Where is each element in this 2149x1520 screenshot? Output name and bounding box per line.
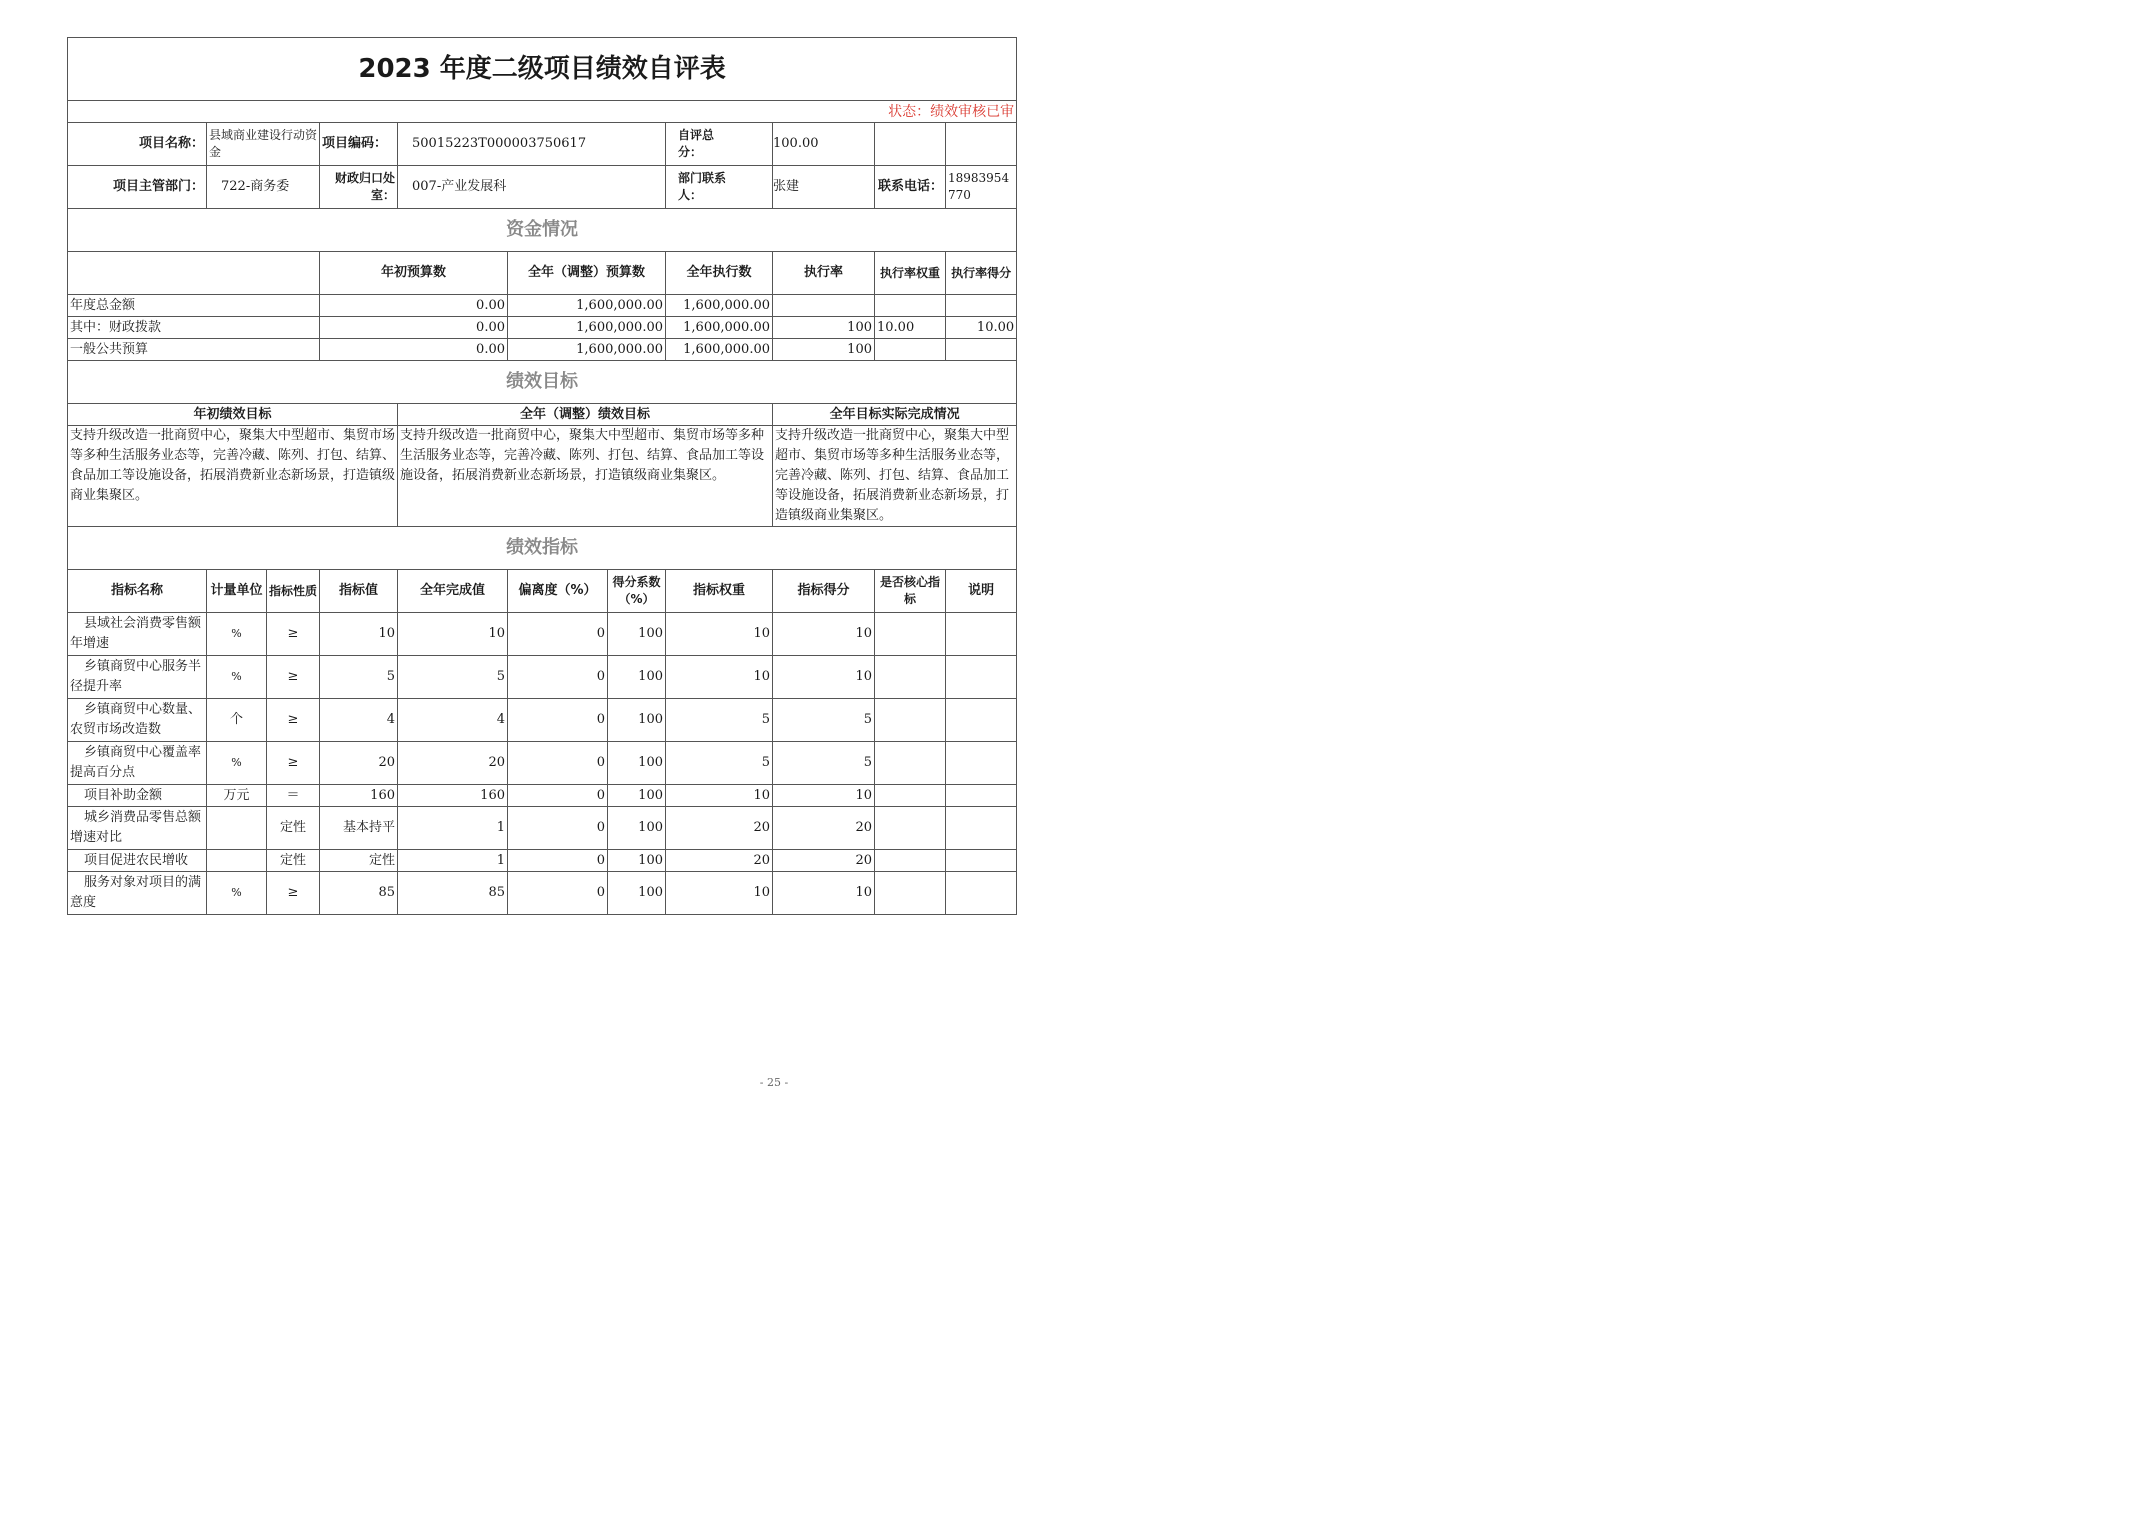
ind-row-unit: %: [207, 872, 267, 915]
ind-row-target: 定性: [320, 850, 398, 872]
ind-row-name: 城乡消费品零售总额增速对比: [68, 807, 207, 850]
ind-row-score: 5: [773, 699, 875, 742]
ind-row-target: 10: [320, 613, 398, 656]
ind-row-nature: ≥: [267, 872, 320, 915]
ind-row-score: 10: [773, 613, 875, 656]
ind-row-name: 乡镇商贸中心覆盖率提高百分点: [68, 742, 207, 785]
funds-section-title: 资金情况: [68, 209, 1017, 252]
funds-row-executed: 1,600,000.00: [666, 339, 773, 361]
ind-row-nature: ≥: [267, 699, 320, 742]
ind-row-core: [875, 699, 946, 742]
finance-value: 007-产业发展科: [398, 166, 666, 209]
indicator-row: [68, 699, 1017, 742]
project-code-label: 项目编码：: [320, 123, 398, 166]
indicator-row: [68, 613, 1017, 656]
ind-row-score: 5: [773, 742, 875, 785]
ind-row-score: 10: [773, 656, 875, 699]
ind-row-actual: 4: [398, 699, 508, 742]
funds-header-score: 执行率得分: [946, 252, 1017, 295]
ind-row-note: [946, 742, 1017, 785]
ind-row-coef: 100: [608, 699, 666, 742]
funds-row-initial: 0.00: [320, 317, 508, 339]
ind-row-coef: 100: [608, 742, 666, 785]
ind-row-core: [875, 742, 946, 785]
contact-label: 部门联系人：: [666, 166, 773, 209]
funds-row-executed: 1,600,000.00: [666, 317, 773, 339]
ind-row-note: [946, 807, 1017, 850]
indicator-row: [68, 742, 1017, 785]
ind-row-score: 10: [773, 872, 875, 915]
ind-row-deviation: 0: [508, 785, 608, 807]
ind-row-coef: 100: [608, 613, 666, 656]
ind-row-core: [875, 656, 946, 699]
ind-row-coef: 100: [608, 656, 666, 699]
goals-initial-text: 支持升级改造一批商贸中心，聚集大中型超市、集贸市场等多种生活服务业态等，完善冷藏、陈列、打包、结算、食品加工等设施设备，拓展消费新业态新场景，打造镇级商业集聚区。: [68, 426, 398, 527]
ind-row-actual: 1: [398, 807, 508, 850]
ind-row-note: [946, 850, 1017, 872]
project-code-value: 50015223T000003750617: [398, 123, 666, 166]
funds-header-weight: 执行率权重: [875, 252, 946, 295]
indicators-body: [68, 613, 1017, 915]
ind-header-target: 指标值: [320, 570, 398, 613]
ind-header-actual: 全年完成值: [398, 570, 508, 613]
ind-row-unit: %: [207, 742, 267, 785]
ind-header-score: 指标得分: [773, 570, 875, 613]
ind-header-deviation: 偏离度（%）: [508, 570, 608, 613]
ind-row-unit: %: [207, 613, 267, 656]
ind-row-name: 项目促进农民增收: [68, 850, 207, 872]
finance-label: 财政归口处室：: [320, 166, 398, 209]
project-name-label: 项目名称：: [68, 123, 207, 166]
funds-row-name: 年度总金额: [68, 295, 320, 317]
funds-header-blank: [68, 252, 320, 295]
ind-row-nature: 定性: [267, 807, 320, 850]
ind-row-unit: 个: [207, 699, 267, 742]
funds-header-adjusted: 全年（调整）预算数: [508, 252, 666, 295]
funds-row-score: [946, 339, 1017, 361]
ind-row-coef: 100: [608, 807, 666, 850]
ind-header-note: 说明: [946, 570, 1017, 613]
ind-row-weight: 10: [666, 656, 773, 699]
score-value: 100.00: [773, 123, 875, 166]
phone-value: 18983954770: [946, 166, 1017, 209]
ind-header-core: 是否核心指标: [875, 570, 946, 613]
ind-row-target: 20: [320, 742, 398, 785]
ind-row-target: 4: [320, 699, 398, 742]
page-number: - 25 -: [759, 1076, 789, 1089]
funds-row-adjusted: 1,600,000.00: [508, 317, 666, 339]
ind-row-actual: 5: [398, 656, 508, 699]
status-text: 状态：绩效审核已审: [68, 101, 1017, 123]
ind-row-weight: 10: [666, 785, 773, 807]
ind-header-coef: 得分系数（%）: [608, 570, 666, 613]
ind-row-name: 乡镇商贸中心服务半径提升率: [68, 656, 207, 699]
ind-row-deviation: 0: [508, 807, 608, 850]
funds-row-initial: 0.00: [320, 295, 508, 317]
funds-row-rate: [773, 295, 875, 317]
funds-row-weight: 10.00: [875, 317, 946, 339]
funds-row-adjusted: 1,600,000.00: [508, 339, 666, 361]
score-label: 自评总分：: [666, 123, 773, 166]
ind-row-target: 85: [320, 872, 398, 915]
ind-row-deviation: 0: [508, 850, 608, 872]
ind-row-nature: 定性: [267, 850, 320, 872]
funds-row-initial: 0.00: [320, 339, 508, 361]
ind-row-note: [946, 872, 1017, 915]
funds-row-weight: [875, 339, 946, 361]
indicator-row: [68, 807, 1017, 850]
funds-header-rate: 执行率: [773, 252, 875, 295]
ind-row-weight: 10: [666, 872, 773, 915]
ind-row-coef: 100: [608, 872, 666, 915]
empty-cell: [875, 123, 946, 166]
indicator-row: [68, 872, 1017, 915]
ind-row-note: [946, 785, 1017, 807]
indicator-row: [68, 656, 1017, 699]
indicators-section-title: 绩效指标: [68, 527, 1017, 570]
goals-section-title: 绩效目标: [68, 361, 1017, 404]
project-name-value: 县域商业建设行动资金: [207, 123, 320, 166]
page-title: 2023 年度二级项目绩效自评表: [68, 38, 1017, 101]
ind-row-nature: ≥: [267, 742, 320, 785]
funds-row-rate: 100: [773, 339, 875, 361]
evaluation-sheet: [67, 37, 1016, 915]
ind-row-coef: 100: [608, 850, 666, 872]
funds-row-adjusted: 1,600,000.00: [508, 295, 666, 317]
ind-row-name: 乡镇商贸中心数量、农贸市场改造数: [68, 699, 207, 742]
empty-cell: [946, 123, 1017, 166]
ind-row-actual: 85: [398, 872, 508, 915]
ind-row-core: [875, 613, 946, 656]
ind-row-nature: ≥: [267, 613, 320, 656]
ind-row-deviation: 0: [508, 656, 608, 699]
ind-row-deviation: 0: [508, 742, 608, 785]
ind-row-unit: 万元: [207, 785, 267, 807]
ind-row-target: 160: [320, 785, 398, 807]
ind-row-actual: 1: [398, 850, 508, 872]
ind-row-name: 项目补助金额: [68, 785, 207, 807]
ind-row-nature: ＝: [267, 785, 320, 807]
ind-row-name: 服务对象对项目的满意度: [68, 872, 207, 915]
funds-row-weight: [875, 295, 946, 317]
ind-row-name: 县域社会消费零售额年增速: [68, 613, 207, 656]
ind-row-deviation: 0: [508, 872, 608, 915]
ind-row-actual: 10: [398, 613, 508, 656]
funds-header-executed: 全年执行数: [666, 252, 773, 295]
phone-label: 联系电话：: [875, 166, 946, 209]
ind-row-weight: 5: [666, 742, 773, 785]
ind-header-unit: 计量单位: [207, 570, 267, 613]
ind-row-core: [875, 850, 946, 872]
ind-row-actual: 20: [398, 742, 508, 785]
ind-row-core: [875, 785, 946, 807]
ind-row-target: 基本持平: [320, 807, 398, 850]
funds-row-name: 一般公共预算: [68, 339, 320, 361]
goals-actual-text: 支持升级改造一批商贸中心，聚集大中型超市、集贸市场等多种生活服务业态等，完善冷藏、陈列、打包、结算、食品加工等设施设备，拓展消费新业态新场景，打造镇级商业集聚区。: [773, 426, 1017, 527]
ind-row-deviation: 0: [508, 699, 608, 742]
ind-row-score: 20: [773, 850, 875, 872]
indicator-row: [68, 785, 1017, 807]
ind-row-score: 20: [773, 807, 875, 850]
ind-row-core: [875, 807, 946, 850]
ind-row-deviation: 0: [508, 613, 608, 656]
ind-row-note: [946, 656, 1017, 699]
ind-header-name: 指标名称: [68, 570, 207, 613]
indicator-row: [68, 850, 1017, 872]
funds-row-rate: 100: [773, 317, 875, 339]
ind-row-weight: 20: [666, 850, 773, 872]
funds-row-executed: 1,600,000.00: [666, 295, 773, 317]
ind-row-unit: [207, 807, 267, 850]
ind-row-weight: 5: [666, 699, 773, 742]
ind-row-note: [946, 699, 1017, 742]
ind-row-score: 10: [773, 785, 875, 807]
funds-header-initial: 年初预算数: [320, 252, 508, 295]
funds-row-name: 其中：财政拨款: [68, 317, 320, 339]
ind-header-weight: 指标权重: [666, 570, 773, 613]
ind-row-unit: [207, 850, 267, 872]
ind-row-unit: %: [207, 656, 267, 699]
ind-row-core: [875, 872, 946, 915]
ind-row-target: 5: [320, 656, 398, 699]
funds-row-score: 10.00: [946, 317, 1017, 339]
ind-row-coef: 100: [608, 785, 666, 807]
dept-label: 项目主管部门：: [68, 166, 207, 209]
goals-header-adjusted: 全年（调整）绩效目标: [398, 404, 773, 426]
dept-value: 722-商务委: [207, 166, 320, 209]
ind-row-note: [946, 613, 1017, 656]
ind-row-weight: 10: [666, 613, 773, 656]
ind-header-nature: 指标性质: [267, 570, 320, 613]
ind-row-weight: 20: [666, 807, 773, 850]
goals-header-actual: 全年目标实际完成情况: [773, 404, 1017, 426]
funds-row-score: [946, 295, 1017, 317]
goals-header-initial: 年初绩效目标: [68, 404, 398, 426]
ind-row-nature: ≥: [267, 656, 320, 699]
ind-row-actual: 160: [398, 785, 508, 807]
goals-adjusted-text: 支持升级改造一批商贸中心，聚集大中型超市、集贸市场等多种生活服务业态等，完善冷藏、陈列、打包、结算、食品加工等设施设备，拓展消费新业态新场景，打造镇级商业集聚区。: [398, 426, 773, 527]
contact-value: 张建: [773, 166, 875, 209]
evaluation-table: [67, 37, 1017, 915]
